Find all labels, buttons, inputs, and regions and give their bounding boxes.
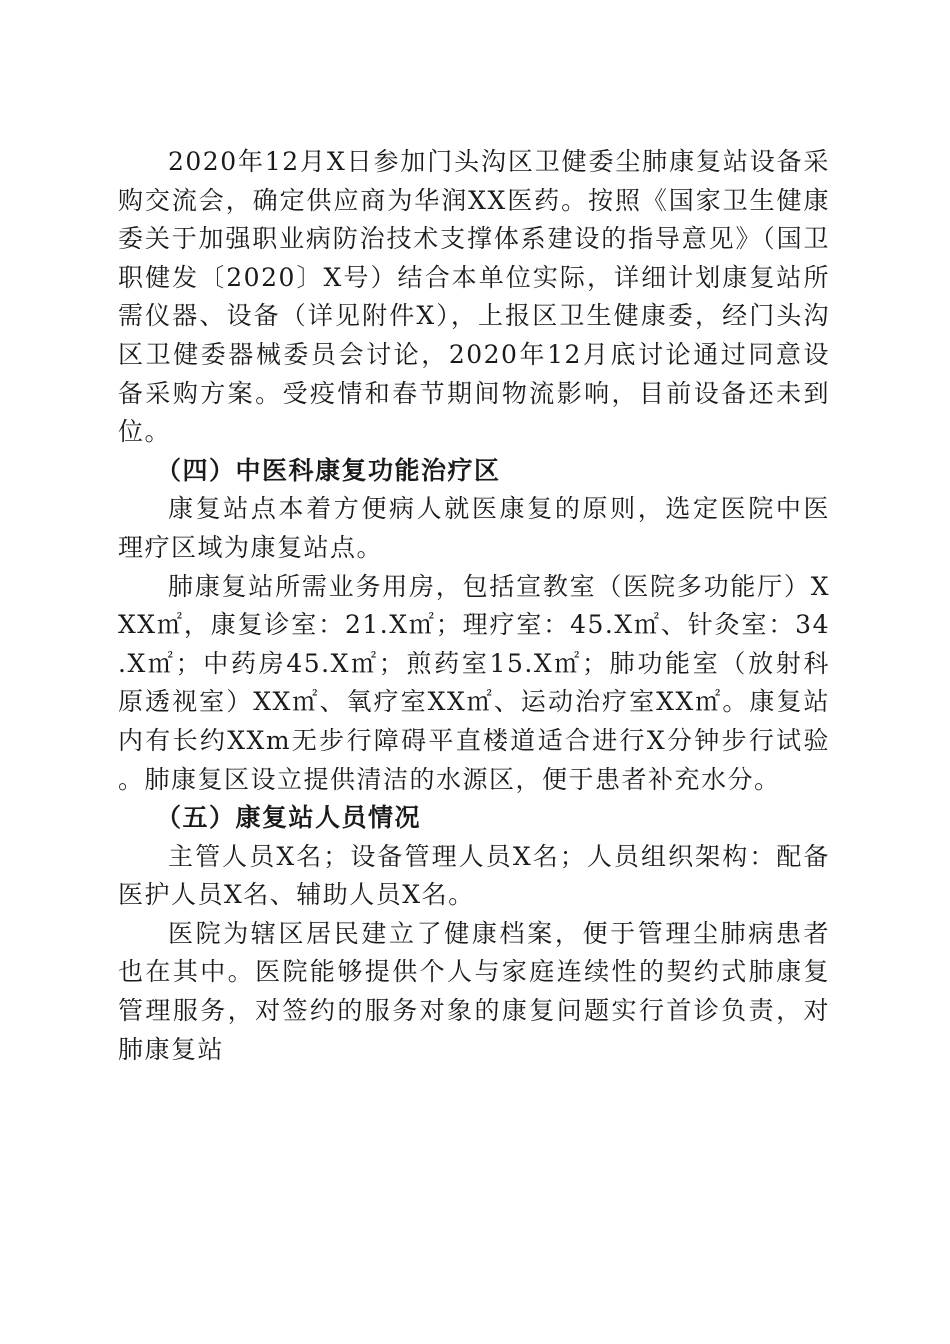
paragraph-business-rooms: 肺康复站所需业务用房，包括宣教室（医院多功能厅）XXX㎡，康复诊室：21.X㎡；理疗室：45.X㎡、针灸室：34.X㎡；中药房45.X㎡；煎药室15.X㎡；肺功能室（放射科原透视室）XX㎡、氧疗室XX㎡、运动治疗室XX㎡。康复站内有长约XXm无步行障碍平直楼道适合进行X分钟步行试验。肺康复区设立提供清洁的水源区，便于患者补充水分。 xyxy=(118,571,830,794)
paragraph-equipment-procurement: 2020年12月X日参加门头沟区卫健委尘肺康复站设备采购交流会，确定供应商为华润XX医药。按照《国家卫生健康委关于加强职业病防治技术支撑体系建设的指导意见》（国卫职健发〔2020〕X号）结合本单位实际，详细计划康复站所需仪器、设备（详见附件X），上报区卫生健康委，经门头沟区卫健委器械委员会讨论，2020年12月底讨论通过同意设备采购方案。受疫情和春节期间物流影响，目前设备还未到位。 xyxy=(118,147,830,447)
section-heading-tcm-rehab-area: （四）中医科康复功能治疗区 xyxy=(156,455,501,485)
document-body xyxy=(118,143,830,1069)
paragraph-staff-structure: 主管人员X名；设备管理人员X名；人员组织架构：配备医护人员X名、辅助人员X名。 xyxy=(118,841,830,910)
section-heading-staffing: （五）康复站人员情况 xyxy=(156,803,422,833)
paragraph-health-records: 医院为辖区居民建立了健康档案，便于管理尘肺病患者也在其中。医院能够提供个人与家庭连续性的契约式肺康复管理服务，对签约的服务对象的康复问题实行首诊负责，对肺康复站 xyxy=(118,918,830,1064)
paragraph-station-location: 康复站点本着方便病人就医康复的原则，选定医院中医理疗区域为康复站点。 xyxy=(118,494,830,562)
